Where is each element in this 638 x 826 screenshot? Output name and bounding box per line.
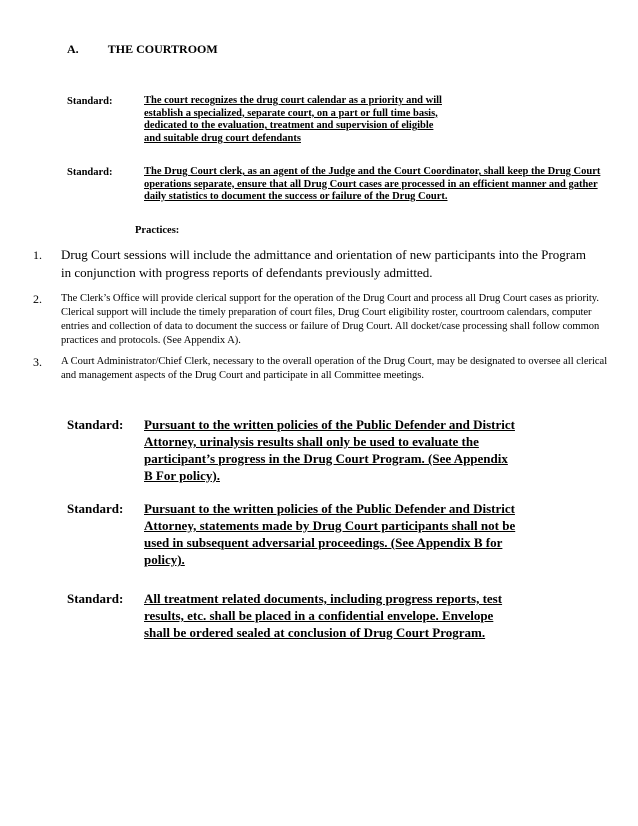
standard-label: Standard: [67,96,113,107]
standard-label: Standard: [67,591,124,606]
standard-label: Standard: [67,167,113,178]
practice-text: The Clerk’s Office will provide clerical support for the operation of the Drug Court and process all Drug Court cases as priority. Clerical support will include the timely preparation of court files, Drug Court eligibility roster, courtroom calendars, computer entries and collection of data to document the success or failure of Drug Court. All docket/case processing shall follow common practices and protocols. (See Appendix A). [61,293,600,346]
practice-number: 1. [33,248,42,262]
practice-number: 2. [33,292,42,306]
standard-text: Pursuant to the written policies of the Public Defender and District Attorney, statements made by Drug Court participants shall not be used in subsequent adversarial proceedings. (See Appendix B for policy). [144,501,516,567]
standard-label: Standard: [67,501,124,516]
standard-text: The court recognizes the drug court calendar as a priority and will establish a specialized, separate court, on a part or full time basis, dedicated to the evaluation, treatment and supervision of eligible and suitable drug court defendants [144,95,442,144]
practice-text: Drug Court sessions will include the admittance and orientation of new participants into the Program in conjunction with progress reports of defendants previously admitted. [61,247,586,280]
standard-text: The Drug Court clerk, as an agent of the Judge and the Court Coordinator, shall keep the Drug Court operations separate, ensure that all Drug Court cases are processed in an efficient manner and gather daily statistics to document the success or failure of the Drug Court. [144,166,601,202]
practice-text: A Court Administrator/Chief Clerk, necessary to the overall operation of the Drug Court, may be designated to oversee all clerical and management aspects of the Drug Court and participate in all Committee meetings. [61,356,608,381]
practice-number: 3. [33,355,42,369]
standard-label: Standard: [67,417,124,432]
practices-heading: Practices: [135,225,180,236]
section-letter: A. [67,42,79,56]
standard-text: All treatment related documents, including progress reports, test results, etc. shall be placed in a confidential envelope. Envelope shall be ordered sealed at conclusion of Drug Court Program. [144,591,503,640]
section-title: THE COURTROOM [107,42,218,56]
section-heading [67,42,218,57]
standard-text: Pursuant to the written policies of the Public Defender and District Attorney, urinalysis results shall only be used to evaluate the participant’s progress in the Drug Court Program. (See Appendix B For policy). [144,417,515,483]
